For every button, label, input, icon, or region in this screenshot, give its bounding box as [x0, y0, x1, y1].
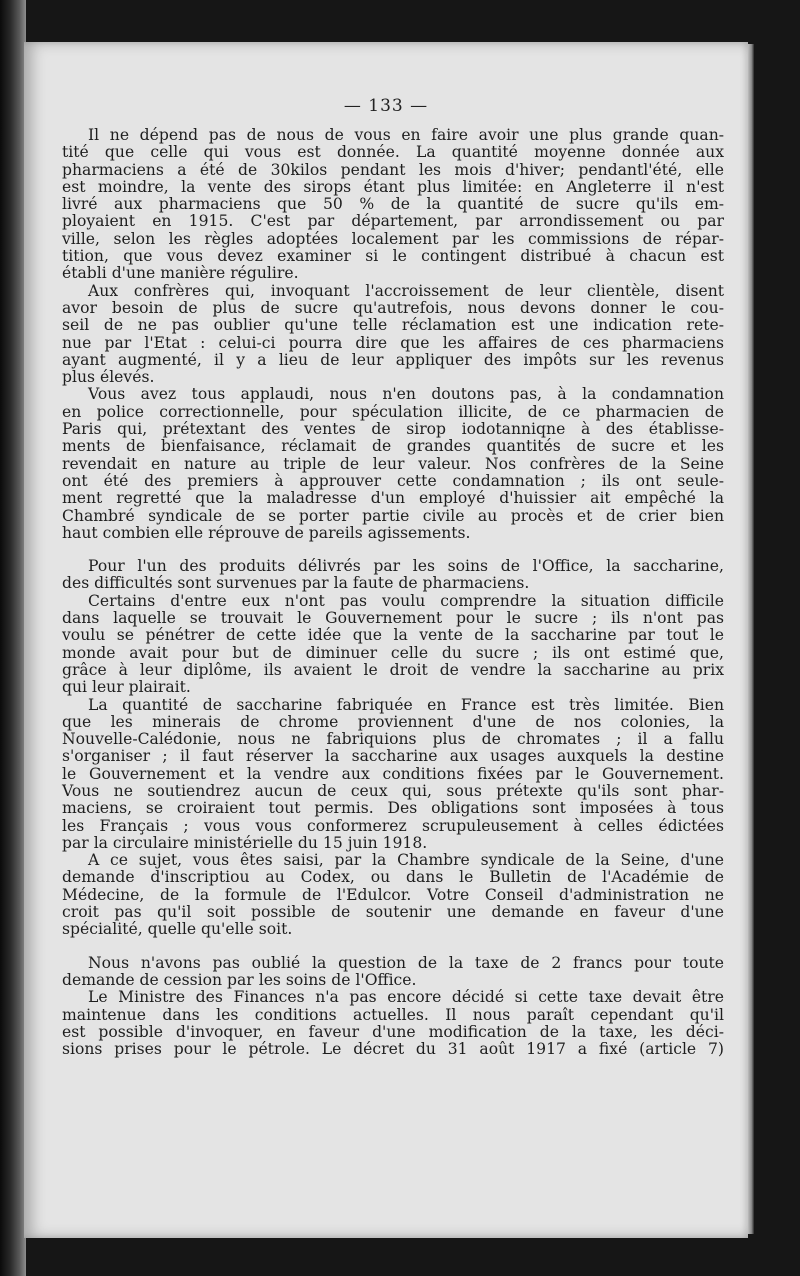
text-line: Paris qui, prétextant des ventes de sirop iodotanniqne à des établisse- — [62, 420, 724, 439]
text-line: plus élevés. — [62, 368, 155, 387]
book-binding — [0, 0, 26, 1276]
text-line: des difficultés sont survenues par la faute de pharmaciens. — [62, 574, 530, 593]
body-text — [62, 127, 724, 1058]
paragraph — [62, 955, 724, 990]
text-line: Le Ministre des Finances n'a pas encore décidé si cette taxe devait être — [88, 988, 724, 1007]
paragraph — [62, 558, 724, 593]
text-line: Vous ne soutiendrez aucun de ceux qui, sous prétexte qu'ils sont phar- — [62, 781, 724, 800]
text-line: ville, selon les règles adoptées localement par les commissions de répar- — [62, 229, 724, 248]
text-line: croit pas qu'il soit possible de soutenir une demande en faveur d'une — [62, 903, 724, 922]
page-number: — 133 — — [343, 96, 429, 116]
text-line: ayant augmenté, il y a lieu de leur appliquer des impôts sur les revenus — [62, 350, 724, 369]
text-line: Vous avez tous applaudi, nous n'en doutons pas, à la condamnation — [88, 385, 724, 404]
text-line: que les minerais de chrome proviennent d'une de nos colonies, la — [62, 712, 724, 731]
text-line: La quantité de saccharine fabriquée en France est très limitée. Bien — [88, 695, 724, 714]
text-line: est possible d'invoquer, en faveur d'une modification de la taxe, les déci- — [62, 1022, 724, 1041]
text-line: Nous n'avons pas oublié la question de la taxe de 2 francs pour toute — [88, 953, 724, 972]
text-line: spécialité, quelle qu'elle soit. — [62, 920, 293, 939]
paragraph — [62, 593, 724, 697]
text-line: Certains d'entre eux n'ont pas voulu comprendre la situation difficile — [88, 591, 724, 610]
text-line: s'organiser ; il faut réserver la saccharine aux usages auxquels la destine — [62, 747, 724, 766]
text-line: établi d'une manière régulire. — [62, 264, 299, 283]
text-line: haut combien elle réprouve de pareils agissements. — [62, 523, 471, 542]
paragraph-gap — [62, 542, 724, 558]
text-line: ployaient en 1915. C'est par département, par arrondissement ou par — [62, 212, 724, 231]
text-line: demande de cession par les soins de l'Office. — [62, 970, 417, 989]
text-line: pharmaciens a été de 30kilos pendant les mois d'hiver; pendantl'été, elle — [62, 160, 724, 179]
text-line: maciens, se croiraient tout permis. Des obligations sont imposées à tous — [62, 799, 724, 818]
page-edge — [748, 44, 754, 1234]
paragraph — [62, 697, 724, 853]
text-line: maintenue dans les conditions actuelles. Il nous paraît cependant qu'il — [62, 1005, 724, 1024]
text-line: Aux confrères qui, invoquant l'accroissement de leur clientèle, disent — [88, 281, 724, 300]
text-line: livré aux pharmaciens que 50 % de la quantité de sucre qu'ils em- — [62, 195, 724, 214]
text-line: sions prises pour le pétrole. Le décret du 31 août 1917 a fixé (article 7) — [62, 1040, 724, 1059]
text-line: est moindre, la vente des sirops étant plus limitée: en Angleterre il n'est — [62, 177, 724, 196]
book-page — [24, 42, 748, 1238]
text-line: les Français ; vous vous conformerez scrupuleusement à celles édictées — [62, 816, 724, 835]
text-line: Pour l'un des produits délivrés par les soins de l'Office, la saccharine, — [88, 557, 724, 576]
text-line: revendait en nature au triple de leur valeur. Nos confrères de la Seine — [62, 454, 724, 473]
text-line: demande d'inscriptiou au Codex, ou dans le Bulletin de l'Académie de — [62, 868, 724, 887]
text-line: tition, que vous devez examiner si le contingent distribué à chacun est — [62, 247, 724, 266]
text-line: en police correctionnelle, pour spéculation illicite, de ce pharmacien de — [62, 402, 724, 421]
text-line: ment regretté que la maladresse d'un employé d'huissier ait empêché la — [62, 489, 724, 508]
text-line: nue par l'Etat : celui-ci pourra dire que les affaires de ces pharmaciens — [62, 333, 724, 352]
text-line: A ce sujet, vous êtes saisi, par la Chambre syndicale de la Seine, d'une — [88, 851, 724, 870]
text-line: dans laquelle se trouvait le Gouvernement pour le sucre ; ils n'ont pas — [62, 609, 724, 628]
text-line: grâce à leur diplôme, ils avaient le droit de vendre la saccharine au prix — [62, 660, 724, 679]
paragraph — [62, 283, 724, 387]
paragraph — [62, 989, 724, 1058]
text-line: par la circulaire ministérielle du 15 juin 1918. — [62, 833, 428, 852]
text-line: seil de ne pas oublier qu'une telle réclamation est une indication rete- — [62, 316, 724, 335]
text-line: voulu se pénétrer de cette idée que la vente de la saccharine par tout le — [62, 626, 724, 645]
text-line: ont été des premiers à approuver cette condamnation ; ils ont seule- — [62, 471, 724, 490]
text-line: Chambré syndicale de se porter partie civile au procès et de crier bien — [62, 506, 724, 525]
paragraph — [62, 127, 724, 283]
text-line: monde avait pour but de diminuer celle du sucre ; ils ont estimé que, — [62, 643, 724, 662]
text-line: Médecine, de la formule de l'Edulcor. Votre Conseil d'administration ne — [62, 885, 724, 904]
text-line: qui leur plairait. — [62, 678, 191, 697]
text-line: tité que celle qui vous est donnée. La quantité moyenne donnée aux — [62, 143, 724, 162]
text-line: Nouvelle-Calédonie, nous ne fabriquions plus de chromates ; il a fallu — [62, 730, 724, 749]
paragraph — [62, 386, 724, 542]
text-line: avor besoin de plus de sucre qu'autrefois, nous devons donner le cou- — [62, 298, 724, 317]
text-line: Il ne dépend pas de nous de vous en faire avoir une plus grande quan- — [88, 126, 724, 144]
paragraph — [62, 852, 724, 938]
paragraph-gap — [62, 939, 724, 955]
text-line: le Gouvernement et la vendre aux conditions fixées par le Gouvernement. — [62, 764, 724, 783]
text-line: ments de bienfaisance, réclamait de grandes quantités de sucre et les — [62, 437, 724, 456]
